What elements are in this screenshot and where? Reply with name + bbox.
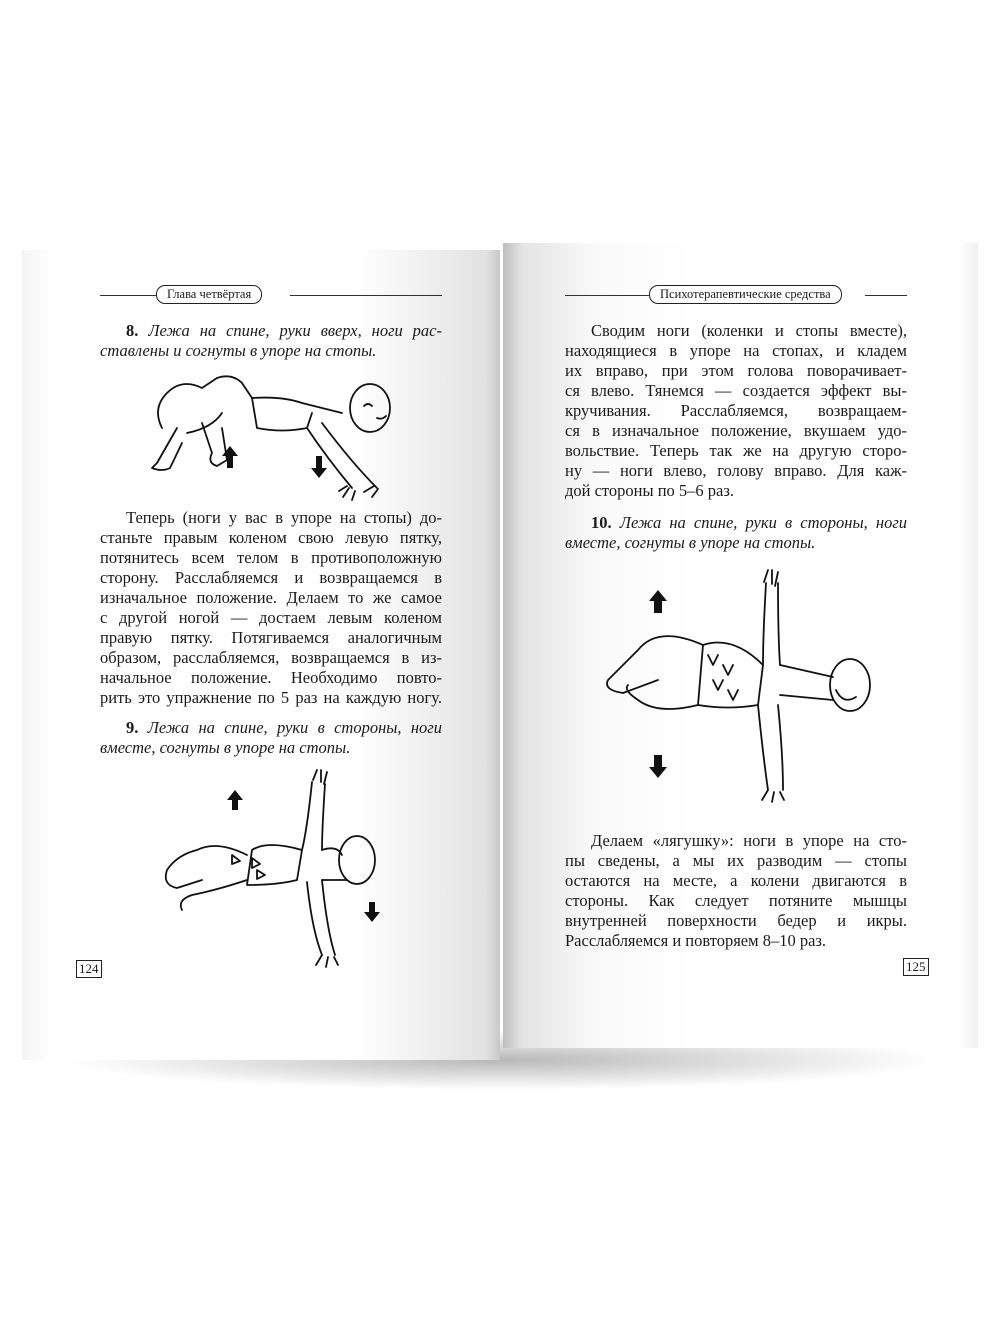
chapter-title: Психотерапевтические средства	[649, 285, 842, 304]
text-line: кручивания. Расслабляемся, возвращаем-	[565, 401, 907, 420]
exercise-8-heading	[100, 321, 442, 361]
header-rule	[290, 295, 442, 296]
header-rule	[100, 295, 156, 296]
text-line: пы сведены, а мы их разводим — стопы	[565, 851, 907, 870]
text-line: Расслабляемся и повторяем 8–10 раз.	[565, 931, 827, 950]
heading-line: Лежа на спине, руки в стороны, ноги	[147, 718, 442, 737]
text-line: начальное положение. Необходимо повто-	[100, 668, 442, 687]
text-line: образом, расслабляемся, возвращаемся в из-	[100, 648, 442, 667]
text-line: их вправо, при этом голова поворачивает-	[565, 361, 907, 380]
text-line: ся влево. Тянемся — создается эффект вы-	[565, 381, 907, 400]
text-line: сторону. Расслабляемся и возвращаемся в	[100, 568, 442, 587]
text-line: с другой ногой — достаем левым коленом	[100, 608, 442, 627]
chapter-title: Глава четвёртая	[156, 285, 262, 304]
heading-line: вместе, согнуты в упоре на стопы.	[100, 738, 351, 757]
header-rule	[865, 295, 907, 296]
heading-line: вместе, согнуты в упоре на стопы.	[565, 533, 816, 552]
text-line: правую пятку. Потягиваемся аналогичным	[100, 628, 442, 647]
exercise-9-description	[565, 321, 907, 501]
running-head	[565, 285, 907, 305]
text-line: Сводим ноги (коленки и стопы вместе),	[591, 321, 907, 340]
text-line: ся в изначальное положение, вкушаем удо-	[565, 421, 907, 440]
text-line: дой стороны по 5–6 раз.	[565, 481, 735, 500]
text-line: потянитесь всем телом в противоположную	[100, 548, 442, 567]
text-line: станьте правым коленом свою левую пятку,	[100, 528, 442, 547]
text-line: остаются на месте, а колени двигаются в	[565, 871, 907, 890]
exercise-8-description	[100, 508, 442, 708]
text-line: рить это упражнение по 5 раз на каждую ногу.	[100, 688, 442, 707]
exercise-8-illustration	[142, 368, 422, 488]
exercise-number: 10.	[591, 513, 612, 532]
exercise-number: 8.	[126, 321, 139, 340]
text-line: Теперь (ноги у вас в упоре на стопы) до-	[126, 508, 442, 527]
text-line: внутренней поверхности бедер и икры.	[565, 911, 907, 930]
text-line: изначальное положение. Делаем то же самое	[100, 588, 442, 607]
left-page	[22, 250, 500, 1060]
page-number: 125	[903, 958, 929, 976]
heading-line: ставлены и согнуты в упоре на стопы.	[100, 341, 377, 360]
exercise-number: 9.	[126, 718, 139, 737]
heading-line: Лежа на спине, руки в стороны, ноги	[619, 513, 908, 532]
exercise-9-illustration	[157, 770, 397, 980]
exercise-10-illustration	[588, 565, 888, 815]
exercise-10-heading	[565, 513, 907, 553]
heading-line: Лежа на спине, руки вверх, ноги рас-	[148, 321, 442, 340]
text-line: стороны. Как следует потяните мышцы	[565, 891, 907, 910]
page-number: 124	[76, 960, 102, 978]
exercise-9-heading	[100, 718, 442, 758]
exercise-10-description	[565, 831, 907, 951]
running-head	[100, 285, 442, 305]
text-line: находящиеся в упоре на стопах, и кладем	[565, 341, 907, 360]
right-page	[503, 243, 978, 1048]
header-rule	[565, 295, 649, 296]
text-line: Делаем «лягушку»: ноги в упоре на сто-	[591, 831, 907, 850]
text-line: ну — ноги влево, голову вправо. Для каж-	[565, 461, 907, 480]
text-line: вольствие. Теперь так же на другую сторо-	[565, 441, 907, 460]
